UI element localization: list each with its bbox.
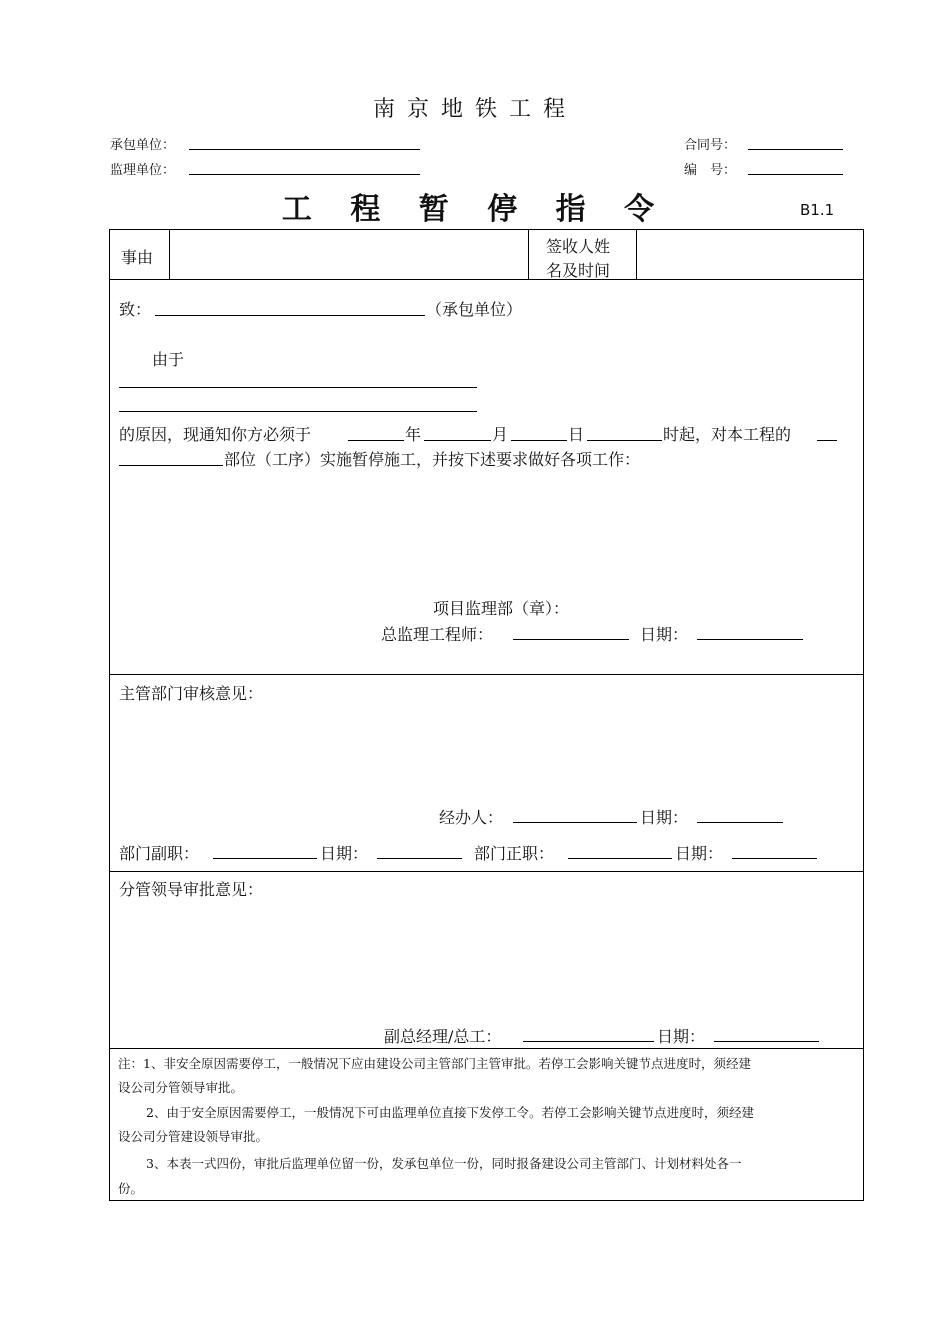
contract-no-field[interactable] xyxy=(748,149,843,150)
chief-engineer-label: 总监理工程师： xyxy=(381,625,494,644)
deputy-date-label: 日期： xyxy=(320,844,369,863)
note-3-line-2: 份。 xyxy=(118,1181,144,1196)
contractor-label: 承包单位： xyxy=(110,138,176,153)
handler-label: 经办人： xyxy=(439,808,504,827)
note-3-line-1: 3、本表一式四份，审批后监理单位留一份，发承包单位一份，同时报备建设公司主管部门、计划材料处各一 xyxy=(146,1156,742,1171)
serial-no-label: 编 号： xyxy=(684,163,737,178)
part-field[interactable] xyxy=(119,465,223,466)
signer-field[interactable] xyxy=(638,231,862,278)
chief-engineer-date-field[interactable] xyxy=(697,639,803,640)
chief-engineer-field[interactable] xyxy=(513,639,629,640)
head-label: 部门正职： xyxy=(474,844,555,863)
part-suffix: 部位（工序）实施暂停施工，并按下述要求做好各项工作： xyxy=(224,450,641,469)
dept-review-title: 主管部门审核意见： xyxy=(119,684,264,703)
day-field[interactable] xyxy=(511,440,567,441)
form-code: B1.1 xyxy=(800,201,835,219)
date-label: 日期： xyxy=(640,625,689,644)
approver-field[interactable] xyxy=(523,1041,654,1042)
note-2-line-2: 设公司分管建设领导审批。 xyxy=(118,1129,269,1144)
head-field[interactable] xyxy=(568,858,672,859)
part-field-start[interactable] xyxy=(817,440,837,441)
supervisor-label: 监理单位： xyxy=(110,163,176,178)
document-title: 工 程 暂 停 指 令 xyxy=(281,192,669,227)
organization-title: 南京地铁工程 xyxy=(372,97,577,122)
day-label: 日 xyxy=(568,425,585,444)
head-date-field[interactable] xyxy=(732,858,817,859)
reason-line-2[interactable] xyxy=(119,411,477,412)
approver-date-field[interactable] xyxy=(714,1041,819,1042)
handler-date-field[interactable] xyxy=(697,822,783,823)
year-field[interactable] xyxy=(348,440,404,441)
signer-label-line1: 签收人姓 xyxy=(546,237,611,256)
supervisor-field[interactable] xyxy=(189,174,420,175)
month-field[interactable] xyxy=(424,440,491,441)
reason-label: 事由 xyxy=(121,248,154,267)
to-label: 致： xyxy=(119,300,152,319)
due-to-label: 由于 xyxy=(152,350,185,369)
reason-field[interactable] xyxy=(171,231,526,278)
reason-line-1[interactable] xyxy=(119,387,477,388)
approver-date-label: 日期： xyxy=(657,1027,706,1046)
dept-seal-label: 项目监理部（章）： xyxy=(433,599,570,618)
deputy-date-field[interactable] xyxy=(377,858,462,859)
to-suffix: （承包单位） xyxy=(426,300,523,319)
contract-no-label: 合同号： xyxy=(684,138,737,153)
approver-label: 副总经理/总工： xyxy=(384,1027,502,1046)
divider xyxy=(528,229,529,280)
handler-field[interactable] xyxy=(513,822,637,823)
hour-suffix: 时起，对本工程的 xyxy=(663,425,792,444)
note-1-line-2: 设公司分管领导审批。 xyxy=(118,1080,244,1095)
note-2-line-1: 2、由于安全原因需要停工，一般情况下可由监理单位直接下发停工令。若停工会影响关键节点进度时，须经建 xyxy=(146,1105,754,1120)
leader-approval-title: 分管领导审批意见： xyxy=(119,880,264,899)
serial-no-field[interactable] xyxy=(748,174,843,175)
signer-label-line2: 名及时间 xyxy=(546,261,611,280)
handler-date-label: 日期： xyxy=(640,808,689,827)
reason-suffix: 的原因，现通知你方必须于 xyxy=(119,425,312,444)
divider xyxy=(169,229,170,280)
month-label: 月 xyxy=(492,425,509,444)
divider xyxy=(636,229,637,280)
deputy-field[interactable] xyxy=(213,858,317,859)
deputy-label: 部门副职： xyxy=(119,844,200,863)
contractor-field[interactable] xyxy=(189,149,420,150)
head-date-label: 日期： xyxy=(675,844,724,863)
to-contractor-field[interactable] xyxy=(155,315,425,316)
year-label: 年 xyxy=(405,425,422,444)
note-1-line-1: 注：1、非安全原因需要停工，一般情况下应由建设公司主管部门主管审批。若停工会影响关键节点进度时，须经建 xyxy=(118,1056,751,1071)
hour-field[interactable] xyxy=(587,440,662,441)
